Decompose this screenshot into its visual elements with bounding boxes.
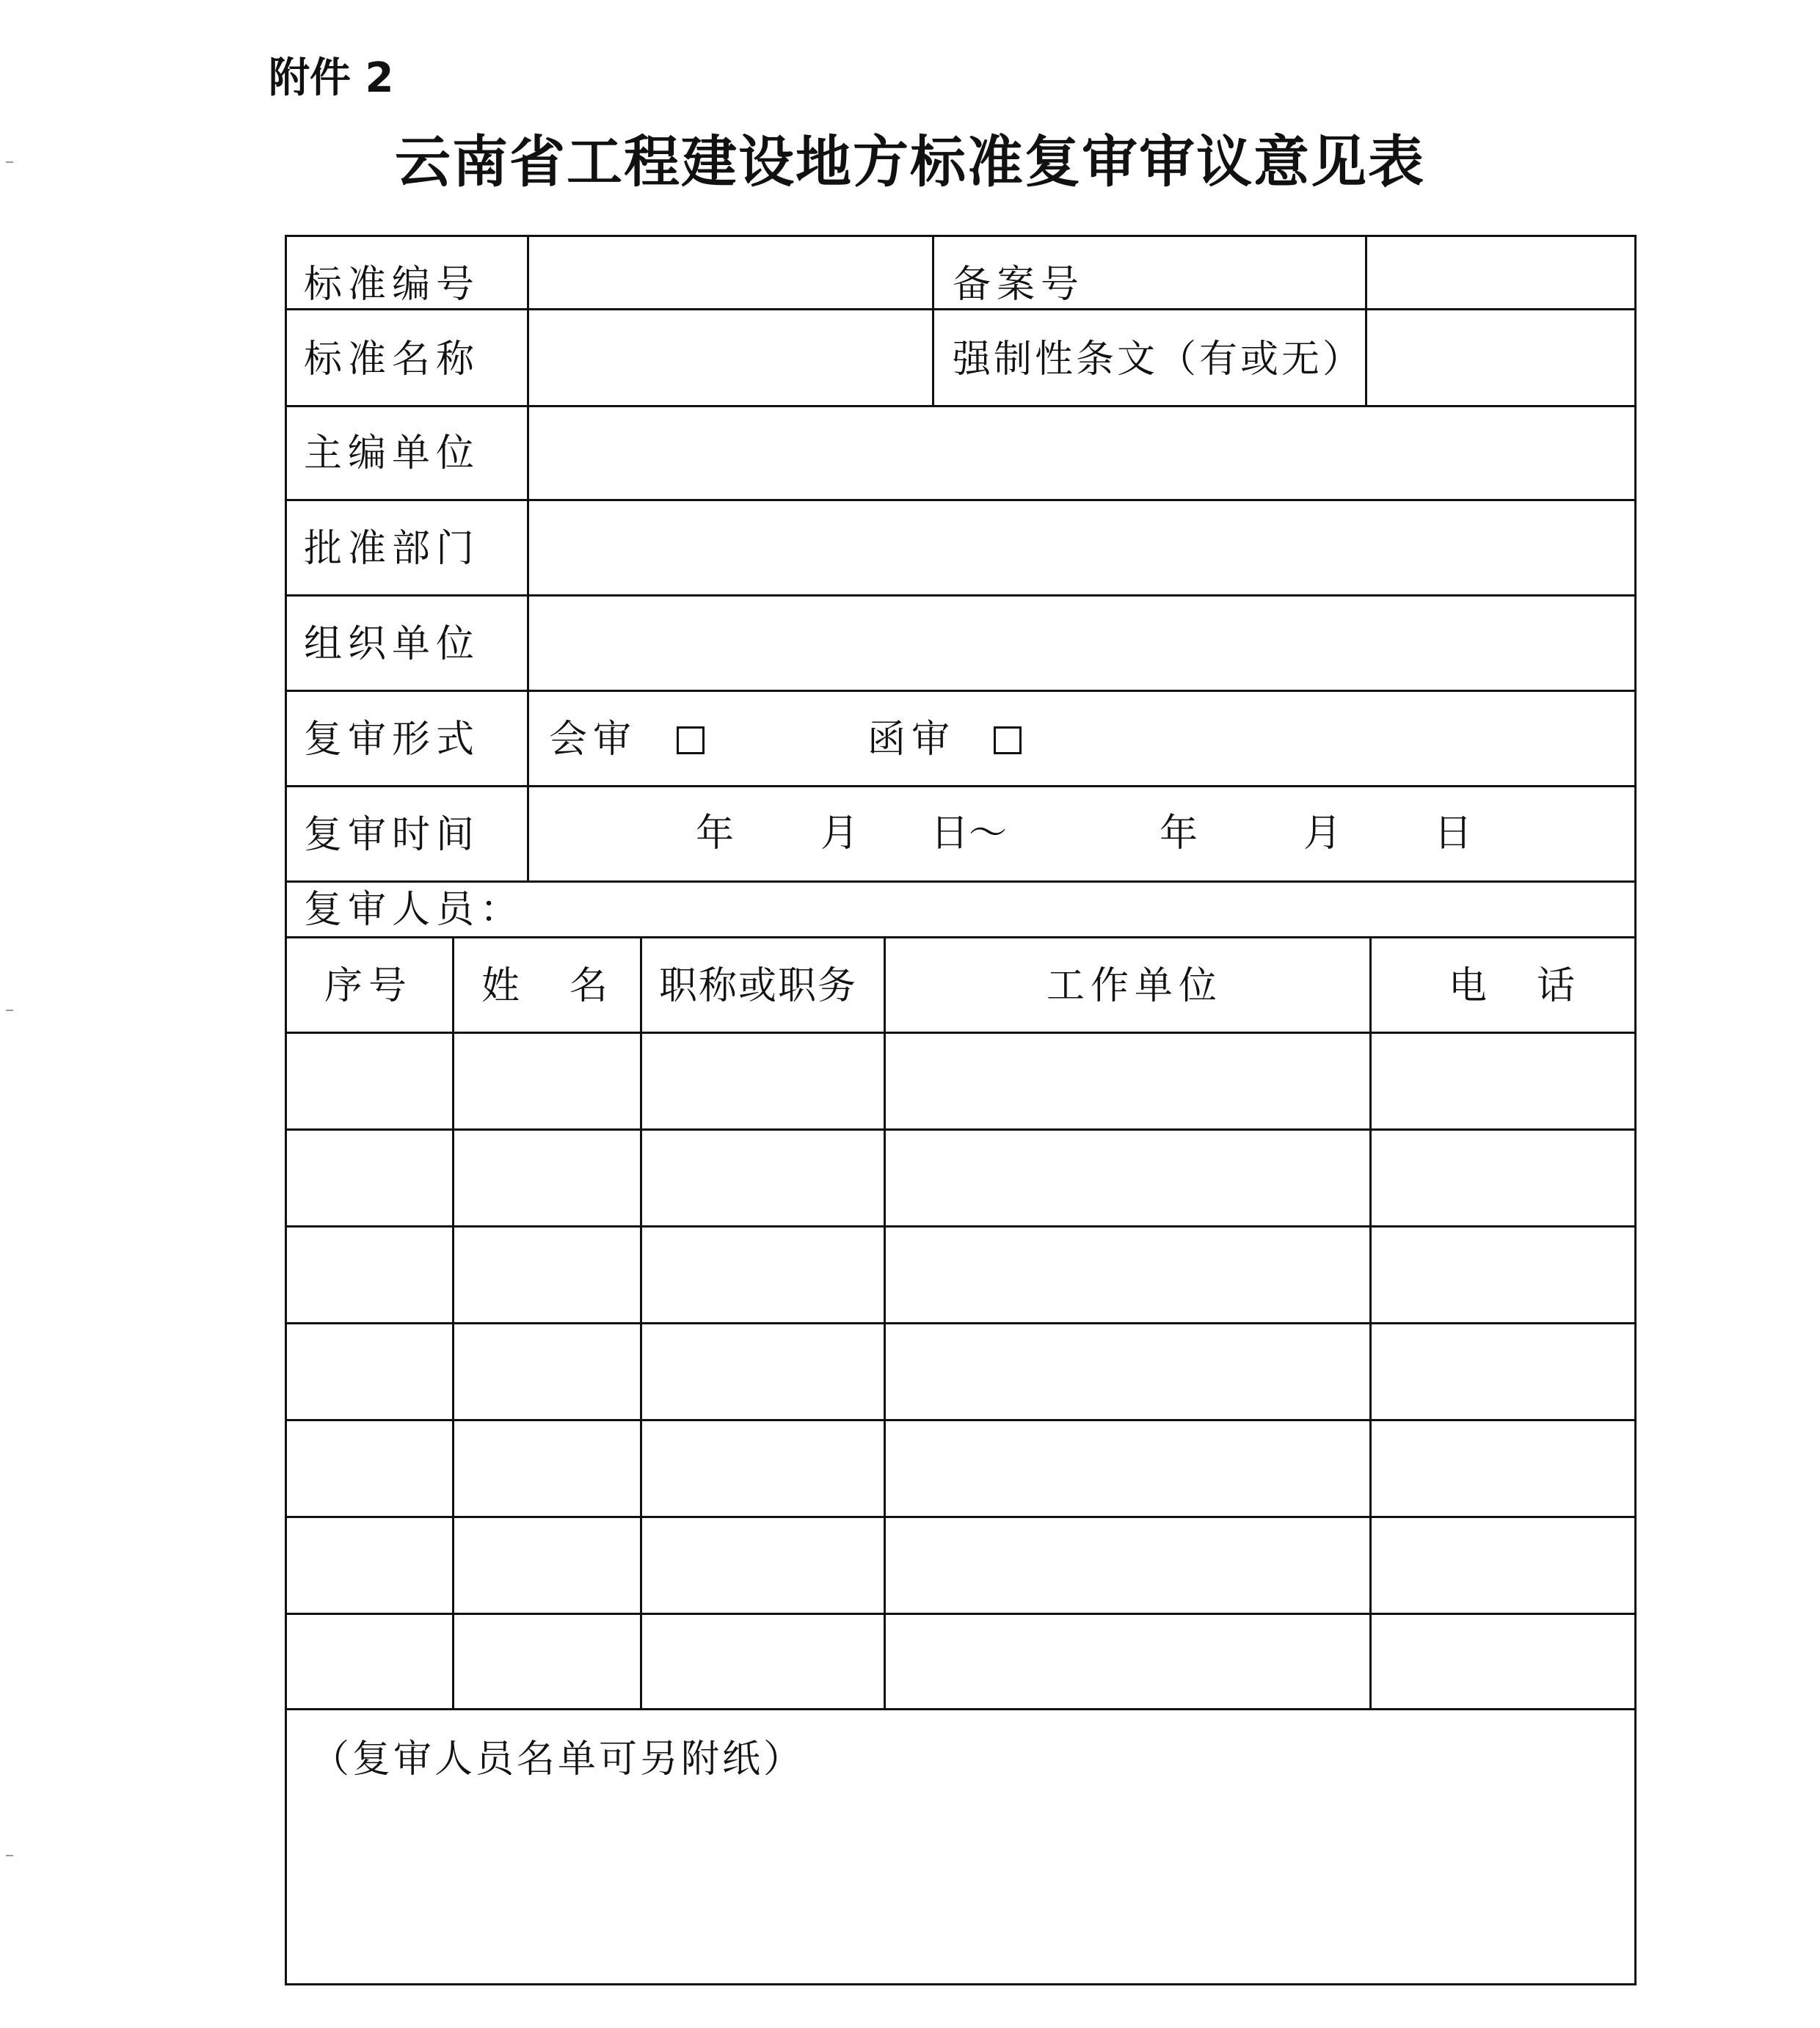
row-divider — [285, 880, 1637, 883]
row-divider — [285, 308, 1637, 310]
form-border-right — [1634, 235, 1637, 1985]
row-divider — [285, 1032, 1637, 1034]
standard-name-label: 标准名称 — [304, 338, 481, 382]
row-divider — [285, 1708, 1637, 1710]
form-border-top — [285, 235, 1637, 237]
col-divider — [640, 936, 642, 1708]
row-divider — [285, 1613, 1637, 1615]
row-divider — [285, 936, 1637, 938]
row-divider — [285, 785, 1637, 787]
col-divider — [1365, 235, 1367, 405]
date-day-start: 日～ — [931, 811, 1008, 856]
col-divider — [527, 235, 529, 880]
date-year-start: 年 — [696, 811, 740, 856]
meeting-review-checkbox[interactable] — [677, 726, 705, 754]
review-option-letter-label: 函审 — [867, 718, 956, 762]
row-divider — [285, 594, 1637, 597]
standard-number-label: 标准编号 — [304, 263, 481, 307]
letter-review-checkbox[interactable] — [994, 726, 1022, 754]
row-divider — [285, 690, 1637, 692]
row-divider — [285, 1516, 1637, 1518]
row-divider — [285, 1225, 1637, 1228]
reviewers-note: （复审人员名单可另附纸） — [311, 1737, 805, 1781]
form-border-bottom — [285, 1983, 1637, 1985]
organizer-label: 组织单位 — [304, 622, 481, 666]
column-header-seq: 序号 — [324, 964, 413, 1008]
date-day-end: 日 — [1434, 811, 1479, 856]
margin-mark — [6, 161, 13, 163]
margin-mark — [6, 1010, 13, 1011]
record-number-label: 备案号 — [953, 263, 1085, 307]
date-month-end: 月 — [1303, 811, 1348, 856]
row-divider — [285, 1419, 1637, 1421]
approval-dept-label: 批准部门 — [304, 527, 481, 571]
column-header-unit: 工作单位 — [1046, 964, 1223, 1008]
column-header-phone: 电 话 — [1449, 964, 1581, 1008]
col-divider — [932, 235, 934, 405]
review-form-label: 复审形式 — [304, 718, 481, 762]
col-divider — [1369, 936, 1372, 1708]
col-divider — [884, 936, 886, 1708]
column-header-title: 职称或职务 — [659, 964, 858, 1008]
date-month-start: 月 — [820, 811, 865, 856]
row-divider — [285, 1322, 1637, 1324]
row-divider — [285, 405, 1637, 407]
date-year-end: 年 — [1160, 811, 1204, 856]
review-opinion-form — [285, 235, 1637, 1985]
attachment-label: 附件 2 — [269, 54, 394, 102]
col-divider — [452, 936, 454, 1708]
page-title: 云南省工程建设地方标准复审审议意见表 — [395, 129, 1425, 194]
form-border-left — [285, 235, 287, 1985]
review-option-meeting-label: 会审 — [549, 718, 638, 762]
column-header-name: 姓 名 — [481, 964, 614, 1008]
reviewers-label: 复审人员： — [304, 888, 525, 932]
row-divider — [285, 499, 1637, 501]
row-divider — [285, 1128, 1637, 1131]
review-time-label: 复审时间 — [304, 813, 481, 857]
margin-mark — [6, 1855, 13, 1856]
chief-editor-label: 主编单位 — [304, 431, 481, 475]
mandatory-clause-label: 强制性条文（有或无） — [953, 338, 1364, 382]
